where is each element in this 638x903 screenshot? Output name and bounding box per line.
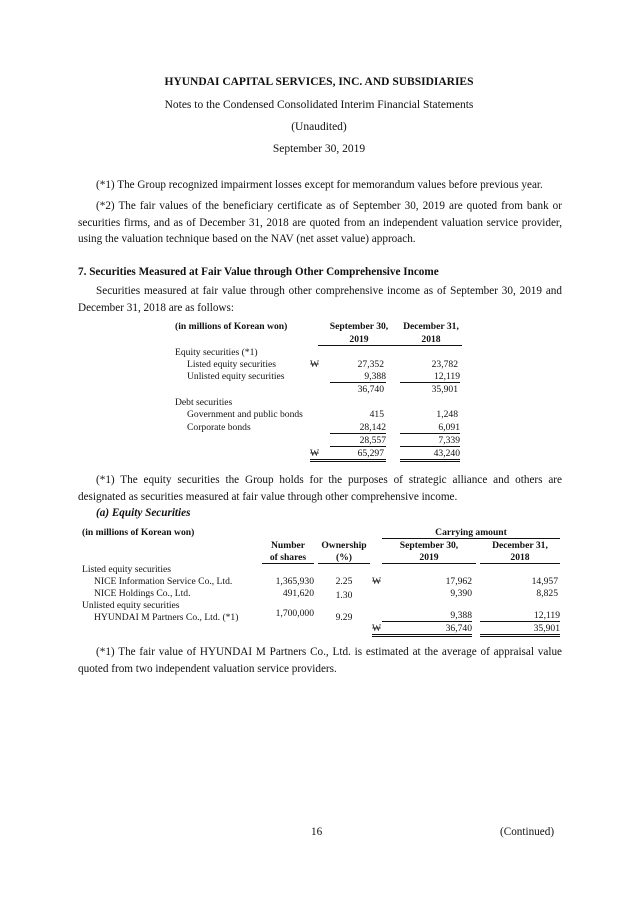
total-2019-row [310, 448, 386, 462]
total-2018: 43,240 [400, 448, 460, 462]
debt-subtotal-2018: 7,339 [400, 435, 460, 447]
corporate-bonds-2018: 6,091 [400, 422, 460, 434]
ownership: 9.29 [335, 612, 353, 623]
carrying-sep-header-1: September 30, [399, 540, 459, 551]
ownership-header-1: Ownership [321, 540, 367, 551]
carrying-dec-header-2: 2018 [480, 552, 560, 564]
table1-col-dec-line2: 2018 [400, 334, 462, 346]
unlisted-equity-group: Unlisted equity securities [82, 600, 180, 611]
subsection-heading: (a) Equity Securities [96, 507, 191, 519]
currency-symbol: ₩ [310, 448, 320, 459]
table1-col-sep-line1: September 30, [329, 321, 389, 332]
shares-header-1: Number [270, 540, 306, 551]
corporate-bonds-2019: 28,142 [330, 422, 386, 434]
total-2019: 65,297 [357, 448, 384, 459]
section-intro: Securities measured at fair value through other comprehensive income as of September 30, 2019 and December 31, 2018 are as follows: [78, 285, 562, 314]
carrying-dec-header-1: December 31, [492, 540, 548, 551]
gov-bonds-2019: 415 [369, 409, 384, 420]
listed-equity-group: Listed equity securities [82, 564, 171, 575]
gov-bonds-label: Government and public bonds [187, 409, 303, 420]
audit-status: (Unaudited) [291, 121, 347, 133]
carrying-2019: 17,962 [445, 576, 472, 587]
carrying-2019: 9,388 [382, 610, 472, 622]
table2-unit: (in millions of Korean won) [82, 527, 195, 538]
table1-unit: (in millions of Korean won) [175, 321, 288, 332]
report-subtitle: Notes to the Condensed Consolidated Interim Financial Statements [164, 99, 474, 111]
note-impairment: (*1) The Group recognized impairment losses except for memorandum values before previous year. [96, 179, 543, 191]
currency-symbol: ₩ [372, 576, 382, 587]
unlisted-equity-2018: 12,119 [400, 371, 460, 383]
table2-total-2019-row [372, 623, 472, 637]
report-date: September 30, 2019 [272, 143, 366, 155]
unlisted-equity-2019: 9,388 [330, 371, 386, 383]
equity-subtotal-2019: 36,740 [357, 384, 384, 395]
equity-subtotal-2018: 35,901 [431, 384, 458, 395]
table1-col-dec-line1: December 31, [403, 321, 459, 332]
shares-header-2: of shares [262, 552, 314, 564]
note-hyundai-m-partners: (*1) The fair value of HYUNDAI M Partners Co., Ltd. is estimated at the average of appraisal value quoted from two independent valuation service providers. [78, 646, 562, 675]
table2-total-2018: 35,901 [480, 623, 560, 637]
debt-subtotal-2019: 28,557 [330, 435, 386, 447]
unlisted-equity-label: Unlisted equity securities [187, 371, 285, 382]
currency-symbol: ₩ [310, 359, 320, 370]
ownership: 2.25 [335, 576, 353, 587]
company-name: HYUNDAI M Partners Co., Ltd. (*1) [94, 612, 239, 623]
carrying-2018: 12,119 [480, 610, 560, 622]
carrying-amount-header: Carrying amount [382, 527, 560, 539]
shares: 491,620 [282, 588, 314, 599]
table2-total-2019: 36,740 [445, 623, 472, 634]
carrying-2018: 14,957 [531, 576, 558, 587]
equity-securities-label: Equity securities (*1) [175, 347, 258, 358]
debt-securities-label: Debt securities [175, 397, 233, 408]
corporate-bonds-label: Corporate bonds [187, 422, 251, 433]
shares: 1,365,930 [275, 576, 314, 587]
continued-label: (Continued) [500, 826, 555, 838]
shares: 1,700,000 [275, 608, 314, 619]
listed-equity-2018: 23,782 [431, 359, 458, 370]
note-beneficiary: (*2) The fair values of the beneficiary certificate as of September 30, 2019 are quoted from bank or securities firms, and as of December 31, 2018 are quoted from an independent valuation service provider, using the valuation technique based on the NAV (net asset value) approach. [78, 200, 562, 245]
company-title: HYUNDAI CAPITAL SERVICES, INC. AND SUBSIDIARIES [164, 76, 474, 88]
company-name: NICE Information Service Co., Ltd. [94, 576, 233, 587]
listed-equity-2019: 27,352 [357, 359, 384, 370]
listed-equity-label: Listed equity securities [187, 359, 276, 370]
company-name: NICE Holdings Co., Ltd. [94, 588, 191, 599]
table1-col-sep-line2: 2019 [318, 334, 400, 346]
gov-bonds-2018: 1,248 [436, 409, 458, 420]
section-heading: 7. Securities Measured at Fair Value through Other Comprehensive Income [78, 266, 439, 278]
note-equity-designation: (*1) The equity securities the Group holds for the purposes of strategic alliance and others are designated as securities measured at fair value through other comprehensive income. [78, 474, 562, 503]
carrying-2018: 8,825 [536, 588, 558, 599]
carrying-sep-header-2: 2019 [382, 552, 476, 564]
ownership-header-2: (%) [318, 552, 370, 564]
page-number: 16 [311, 826, 323, 838]
carrying-2019: 9,390 [450, 588, 472, 599]
ownership: 1.30 [335, 590, 353, 601]
currency-symbol: ₩ [372, 623, 382, 634]
